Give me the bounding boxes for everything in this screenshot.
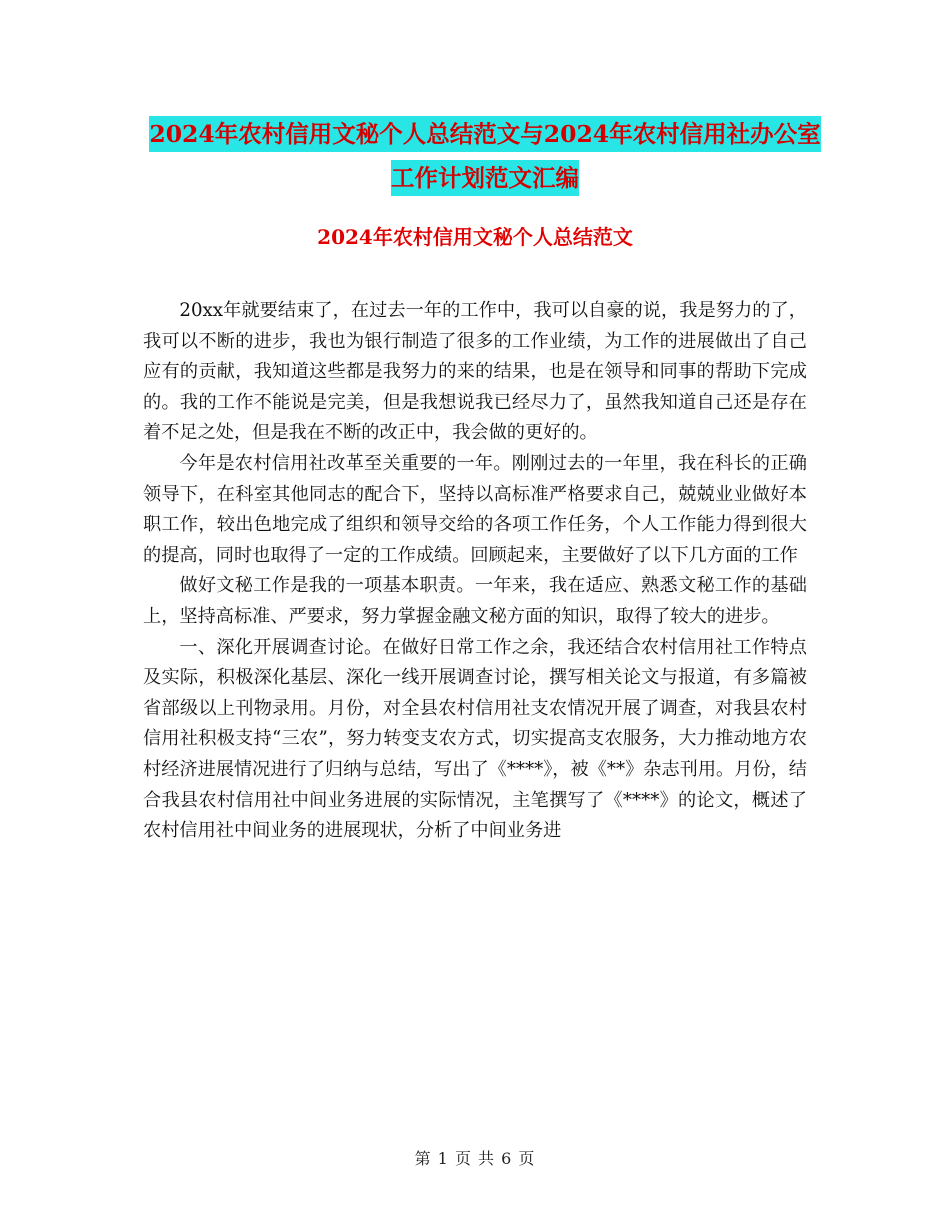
page-number-label: 第 1 页 共 6 页 [414,1149,536,1168]
document-title [140,112,830,200]
section-subtitle: 2024年农村信用文秘个人总结范文 [317,225,633,249]
document-title-text: 2024年农村信用文秘个人总结范文与2024年农村信用社办公室工作计划范文汇编 [149,116,820,196]
body-paragraph: 做好文秘工作是我的一项基本职责。一年来，我在适应、熟悉文秘工作的基础上，坚持高标准、严要求，努力掌握金融文秘方面的知识，取得了较大的进步。 [143,575,807,627]
document-body [143,296,807,847]
body-paragraph: 一、深化开展调查讨论。在做好日常工作之余，我还结合农村信用社工作特点及实际，积极深化基层、深化一线开展调查讨论，撰写相关论文与报道，有多篇被省部级以上刊物录用。月份，对全县农村信用社支农情况开展了调查，对我县农村信用社积极支持“三农”，努力转变支农方式，切实提高支农服务，大力推动地方农村经济进展情况进行了归纳与总结，写出了《****》，被《**》杂志刊用。月份，结合我县农村信用社中间业务进展的实际情况，主笔撰写了《****》的论文，概述了农村信用社中间业务的进展现状，分析了中间业务进 [143,636,807,842]
body-paragraph: 20xx年就要结束了，在过去一年的工作中，我可以自豪的说，我是努力的了，我可以不断的进步，我也为银行制造了很多的工作业绩，为工作的进展做出了自己应有的贡献，我知道这些都是我努力的来的结果，也是在领导和同事的帮助下完成的。我的工作不能说是完美，但是我想说我已经尽力了，虽然我知道自己还是存在着不足之处，但是我在不断的改正中，我会做的更好的。 [143,300,807,444]
body-paragraph: 今年是农村信用社改革至关重要的一年。刚刚过去的一年里，我在科长的正确领导下，在科室其他同志的配合下，坚持以高标准严格要求自己，兢兢业业做好本职工作，较出色地完成了组织和领导交给的各项工作任务，个人工作能力得到很大的提高，同时也取得了一定的工作成绩。回顾起来，主要做好了以下几方面的工作 [143,452,807,566]
page-footer [0,1146,950,1169]
